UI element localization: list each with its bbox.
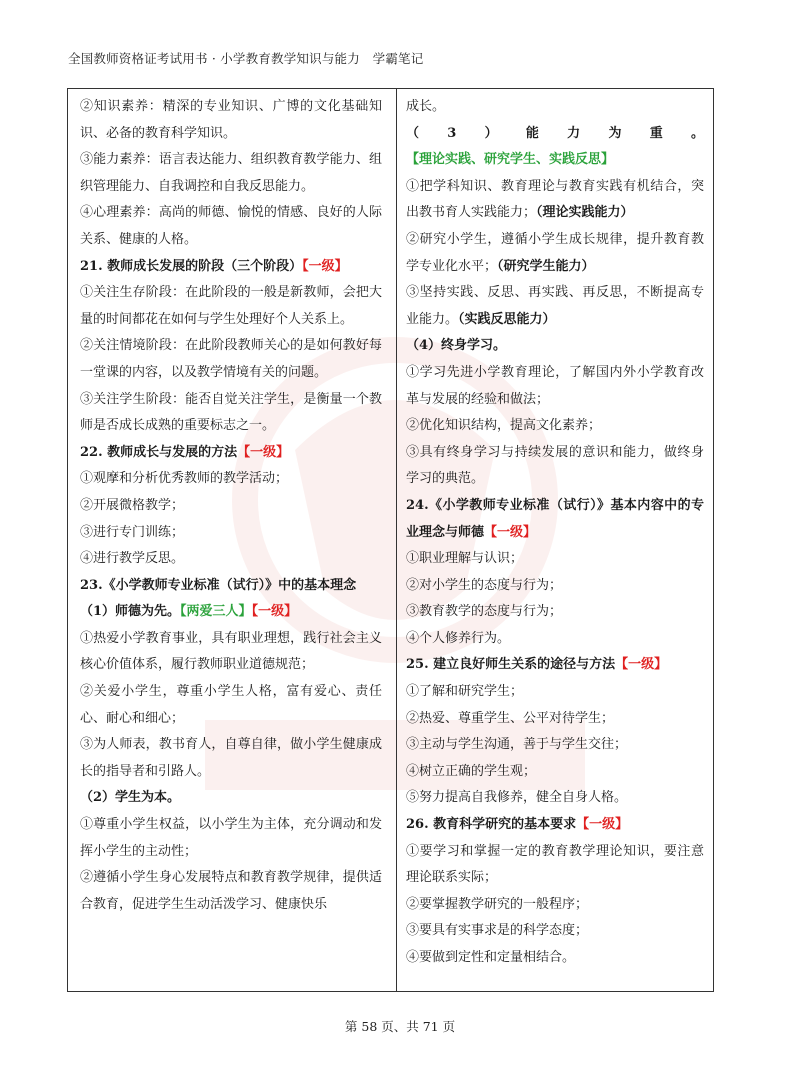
- paragraph-text: ②优化知识结构，提高文化素养；: [406, 418, 602, 434]
- paragraph-text: 23.《小学教师专业标准（试行）》中的基本理念: [80, 577, 357, 593]
- paragraph-text: ①了解和研究学生；: [406, 684, 524, 700]
- paragraph-text: ①热爱小学教育事业，具有职业理想，践行社会主义核心价值体系，履行教师职业道德规范；: [80, 630, 382, 673]
- paragraph-text: ②对小学生的态度与行为；: [406, 577, 563, 593]
- paragraph-text: ⑤努力提高自我修养，健全自身人格。: [406, 790, 628, 806]
- paragraph: [80, 280, 382, 333]
- column-divider: [396, 88, 397, 992]
- paragraph-text: ③进行专门训练；: [80, 524, 185, 540]
- paragraph: [80, 732, 382, 785]
- paragraph-text: ③主动与学生沟通，善于与学生交往；: [406, 737, 628, 753]
- paragraph-text: ④个人修养行为。: [406, 630, 511, 646]
- paragraph-text: ③能力素养：语言表达能力、组织教育教学能力、组织管理能力、自我调控和自我反思能力。: [80, 152, 382, 194]
- paragraph-text: ②遵循小学生身心发展特点和教育教学规律，提供适合教育，促进学生生动活泼学习、健康快乐: [80, 870, 382, 912]
- paragraph-text: ③坚持实践、反思、再实践、再反思，不断提高专业能力。: [406, 285, 704, 327]
- level-tag: 【一级】: [237, 444, 290, 460]
- keyword-tag: 【两爱三人】: [180, 604, 252, 620]
- paragraph: [406, 360, 704, 413]
- paragraph-text: （1）师德为先。: [80, 604, 181, 620]
- left-column: [80, 94, 382, 918]
- ability-label: （实践反思能力）: [458, 311, 556, 327]
- paragraph-text: ③教育教学的态度与行为；: [406, 604, 563, 620]
- page-header: 全国教师资格证考试用书 · 小学教育教学知识与能力 学霸笔记: [68, 51, 424, 66]
- paragraph-text: ①学习先进小学教育理论，了解国内外小学教育改革与发展的经验和做法；: [406, 364, 704, 407]
- paragraph: [406, 227, 704, 280]
- paragraph: [406, 280, 704, 333]
- section-heading: [80, 785, 382, 812]
- section-heading: [406, 121, 704, 174]
- paragraph-text: 22. 教师成长与发展的方法: [80, 444, 238, 460]
- paragraph: [406, 599, 704, 626]
- paragraph-text: ②热爱、尊重学生、公平对待学生；: [406, 710, 615, 726]
- paragraph: [406, 892, 704, 919]
- paragraph-text: ②开展微格教学；: [80, 497, 185, 513]
- paragraph-text: ②研究小学生，遵循小学生成长规律，提升教育教学专业化水平；: [406, 231, 704, 274]
- section-heading: [406, 333, 704, 360]
- paragraph-text: 成长。: [406, 99, 446, 114]
- paragraph: [80, 94, 382, 147]
- paragraph: [406, 413, 704, 440]
- right-column: [406, 94, 704, 972]
- paragraph-text: ④树立正确的学生观；: [406, 763, 537, 779]
- level-tag: 【一级】: [302, 258, 348, 274]
- paragraph: [406, 546, 704, 573]
- paragraph-text: ④进行教学反思。: [80, 551, 185, 567]
- paragraph-text: ③为人师表，教书育人，自尊自律，做小学生健康成长的指导者和引路人。: [80, 737, 382, 779]
- paragraph-text: 25. 建立良好师生关系的途径与方法: [406, 657, 616, 673]
- paragraph: [406, 626, 704, 653]
- paragraph-text: ④心理素养：高尚的师德、愉悦的情感、良好的人际关系、健康的人格。: [80, 205, 382, 247]
- paragraph: [406, 706, 704, 733]
- paragraph-text: 26. 教育科学研究的基本要求: [406, 817, 577, 833]
- paragraph-text: ③具有终身学习与持续发展的意识和能力，做终身学习的典范。: [406, 444, 704, 487]
- paragraph-text: ①关注生存阶段：在此阶段的一般是新教师，会把大量的时间都花在如何与学生处理好个人关系上。: [80, 285, 382, 327]
- keyword-tag: 【理论实践、研究学生、实践反思】: [406, 152, 615, 168]
- paragraph: [406, 174, 704, 227]
- paragraph: [406, 94, 704, 121]
- paragraph-text: ①把学科知识、教育理论与教育实践有机结合，突出教书育人实践能力；: [406, 178, 704, 221]
- section-heading: [80, 254, 382, 281]
- paragraph: [80, 147, 382, 200]
- section-heading: [406, 493, 704, 546]
- section-heading: [80, 440, 382, 467]
- paragraph-text: ①要学习和掌握一定的教育教学理论知识，要注意理论联系实际；: [406, 843, 704, 886]
- ability-label: （研究学生能力）: [497, 258, 595, 274]
- level-tag: 【一级】: [484, 524, 537, 540]
- paragraph: [80, 466, 382, 493]
- paragraph: [406, 440, 704, 493]
- paragraph-text: ②关注情境阶段：在此阶段教师关心的是如何教好每一堂课的内容，以及教学情境有关的问题。: [80, 338, 382, 380]
- paragraph-text: ①职业理解与认识；: [406, 551, 524, 567]
- paragraph: [80, 546, 382, 573]
- paragraph-text: （2）学生为本。: [80, 790, 181, 806]
- page-number: 第 58 页、共 71 页: [344, 1019, 456, 1034]
- paragraph-text: （4）终身学习。: [406, 338, 507, 354]
- paragraph: [406, 839, 704, 892]
- level-tag: 【一级】: [251, 604, 298, 620]
- paragraph: [406, 732, 704, 759]
- paragraph: [406, 679, 704, 706]
- paragraph: [80, 679, 382, 732]
- paragraph-text: ①观摩和分析优秀教师的教学活动；: [80, 471, 289, 487]
- paragraph-text: ③要具有实事求是的科学态度；: [406, 923, 589, 939]
- paragraph: [406, 759, 704, 786]
- level-tag: 【一级】: [576, 817, 629, 833]
- paragraph: [406, 918, 704, 945]
- paragraph-text: （3）能力为重。: [406, 125, 704, 141]
- paragraph: [80, 865, 382, 918]
- section-heading: [80, 573, 382, 600]
- paragraph: [406, 573, 704, 600]
- level-tag: 【一级】: [615, 657, 668, 673]
- paragraph: [406, 785, 704, 812]
- paragraph-text: ②关爱小学生，尊重小学生人格，富有爱心、责任心、耐心和细心；: [80, 684, 382, 726]
- ability-label: （理论实践能力）: [536, 205, 634, 221]
- section-heading: [80, 599, 382, 626]
- paragraph-text: ①尊重小学生权益，以小学生为主体，充分调动和发挥小学生的主动性；: [80, 817, 382, 859]
- paragraph-text: 24.《小学教师专业标准（试行）》基本内容中的专业理念与师德: [406, 497, 704, 540]
- paragraph: [406, 945, 704, 972]
- section-heading: [406, 812, 704, 839]
- paragraph: [80, 387, 382, 440]
- paragraph: [80, 626, 382, 679]
- paragraph-text: ②知识素养：精深的专业知识、广博的文化基础知识、必备的教育科学知识。: [80, 99, 382, 141]
- paragraph-text: ④要做到定性和定量相结合。: [406, 950, 576, 965]
- section-heading: [406, 652, 704, 679]
- paragraph-text: ③关注学生阶段：能否自觉关注学生，是衡量一个教师是否成长成熟的重要标志之一。: [80, 391, 382, 434]
- paragraph-text: 21. 教师成长发展的阶段（三个阶段）: [80, 258, 303, 274]
- paragraph: [80, 200, 382, 253]
- paragraph: [80, 520, 382, 547]
- paragraph: [80, 333, 382, 386]
- paragraph: [80, 812, 382, 865]
- paragraph: [80, 493, 382, 520]
- paragraph-text: ②要掌握教学研究的一般程序；: [406, 896, 589, 912]
